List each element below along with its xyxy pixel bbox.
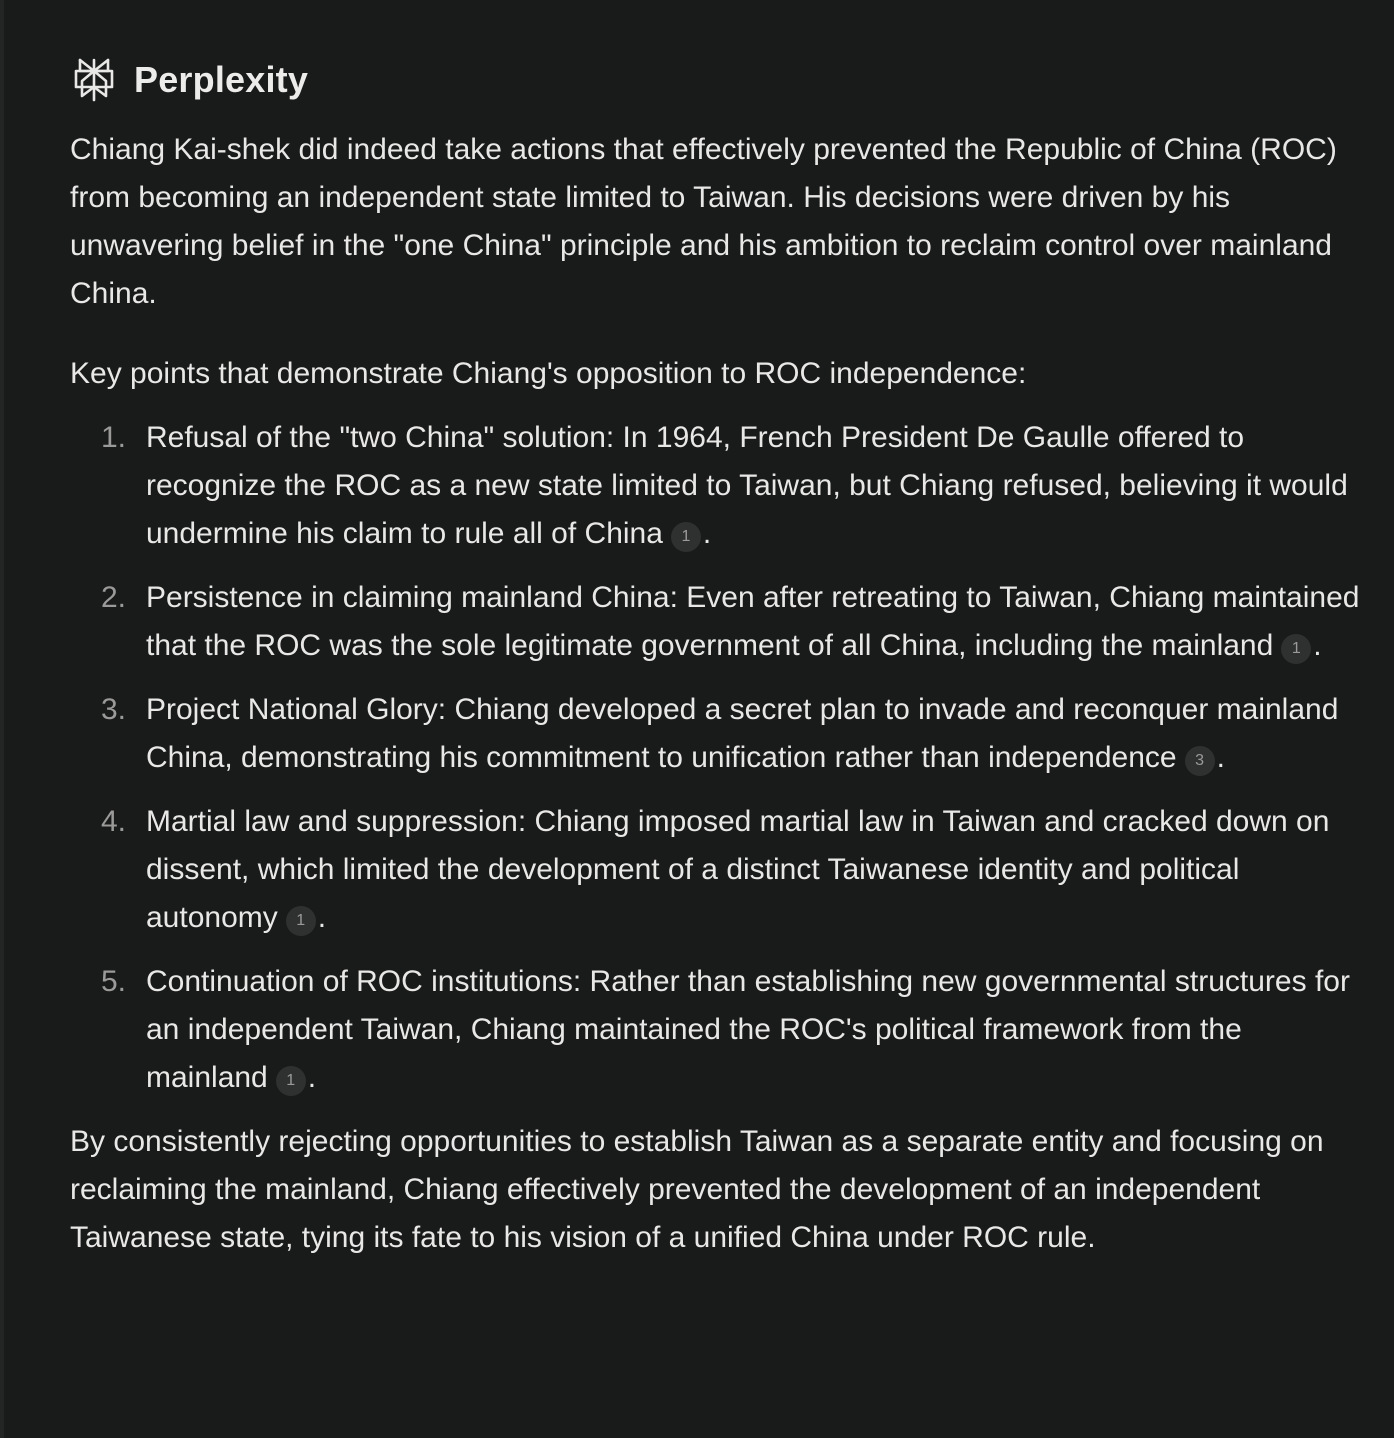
citation-badge[interactable]: 1 bbox=[276, 1066, 306, 1096]
list-item bbox=[70, 574, 1360, 670]
answer-container bbox=[70, 54, 1360, 1262]
list-text bbox=[146, 414, 1360, 558]
citation-badge[interactable]: 1 bbox=[286, 906, 316, 936]
answer-header bbox=[74, 54, 1360, 106]
point-end: . bbox=[317, 901, 327, 934]
list-number: 1. bbox=[100, 421, 126, 454]
list-number: 3. bbox=[100, 693, 126, 726]
point-text: Persistence in claiming mainland China: Even after retreating to Taiwan, Chiang maintained that the ROC was the sole legitimate government of all China, including the mainland bbox=[146, 581, 1360, 662]
citation-badge[interactable]: 1 bbox=[1281, 634, 1311, 664]
list-item bbox=[70, 414, 1360, 558]
list-item bbox=[70, 686, 1360, 782]
intro-paragraph: Chiang Kai-shek did indeed take actions that effectively prevented the Republic of China (ROC) from becoming an independent state limited to Taiwan. His decisions were driven by his unwavering belief in the "one China" principle and his ambition to reclaim control over mainland China. bbox=[70, 133, 1337, 310]
list-text bbox=[146, 686, 1360, 782]
keypoints-heading: Key points that demonstrate Chiang's opposition to ROC independence: bbox=[70, 357, 1027, 390]
point-end: . bbox=[307, 1061, 317, 1094]
list-item bbox=[70, 798, 1360, 942]
brand-name: Perplexity bbox=[134, 59, 309, 100]
point-end: . bbox=[1216, 741, 1225, 774]
citation-badge[interactable]: 1 bbox=[671, 522, 701, 552]
left-border bbox=[0, 0, 4, 1438]
point-text: Martial law and suppression: Chiang imposed martial law in Taiwan and cracked down on dissent, which limited the development of a distinct Taiwanese identity and political autonomy bbox=[146, 805, 1330, 934]
point-text: Refusal of the "two China" solution: In 1964, French President De Gaulle offered to recognize the ROC as a new state limited to Taiwan, but Chiang refused, believing it would undermine his claim to rule all of China bbox=[146, 421, 1348, 550]
keypoints-list bbox=[70, 414, 1360, 1102]
point-end: . bbox=[1313, 629, 1322, 662]
perplexity-logo-icon bbox=[74, 54, 116, 106]
list-number: 5. bbox=[100, 965, 126, 998]
point-text: Continuation of ROC institutions: Rather than establishing new governmental structures for an independent Taiwan, Chiang maintained the ROC's political framework from the mainland bbox=[146, 965, 1350, 1094]
citation-badge[interactable]: 3 bbox=[1185, 746, 1215, 776]
list-text bbox=[146, 574, 1360, 670]
point-end: . bbox=[702, 517, 712, 550]
list-number: 4. bbox=[100, 805, 126, 838]
point-text: Project National Glory: Chiang developed a secret plan to invade and reconquer mainland China, demonstrating his commitment to unification rather than independence bbox=[146, 693, 1339, 774]
list-item bbox=[70, 958, 1360, 1102]
list-text bbox=[146, 798, 1360, 942]
conclusion-paragraph: By consistently rejecting opportunities to establish Taiwan as a separate entity and focusing on reclaiming the mainland, Chiang effectively prevented the development of an independent Taiwanese state, tying its fate to his vision of a unified China under ROC rule. bbox=[70, 1125, 1324, 1254]
list-text bbox=[146, 958, 1360, 1102]
list-number: 2. bbox=[100, 581, 126, 614]
